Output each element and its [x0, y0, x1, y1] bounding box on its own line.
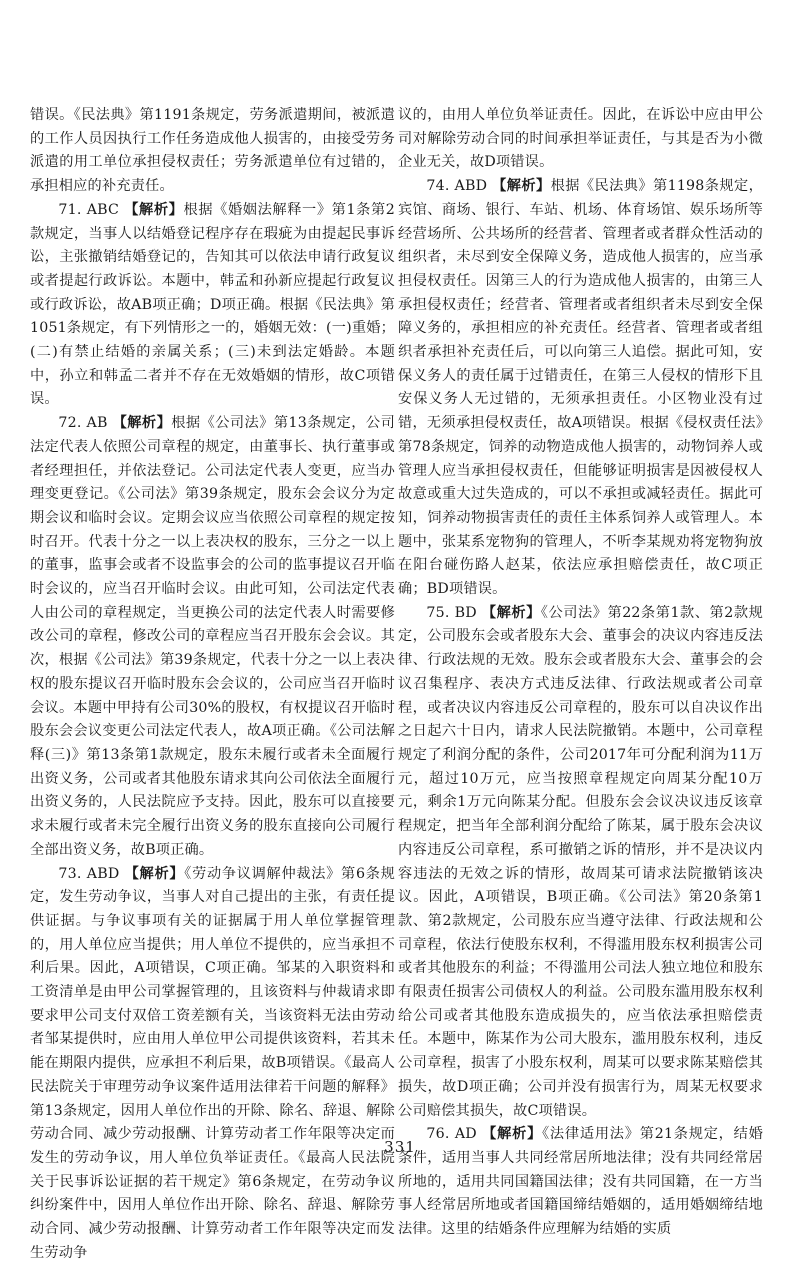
paragraph-body: 《劳动争议调解仲裁法》第6条规定，发生劳动争议，当事人对自己提出的主张，有责任提供证据。与争议事项有关的证据属于用人单位掌握管理的，用人单位应当提供；用人单位不提供的，应当承担不利后果。因此，A项错误，C项正确。邹某的入职资料和工资清单是由甲公司掌握管理的，且该资料与仲裁请求即要求甲公司支付双倍工资差额有关，当该资料无法由劳动者邹某提供时，应由用人单位甲公司提供该资料，若其未能在期限内提供，应承担不利后果，故B项错误。《最高人民法院关于审理劳动争议案件适用法律若干问题的解释》第13条规定，因用人单位作出的开除、除名、辞退、解除劳动合同、减少劳动报酬、计算劳动者工作年限等决定而发生的劳动争议，用人单位负举证责任。《最高人民法院关于民事诉讼证据的若干规定》第6条规定，在劳动争议纠纷案件中，因用人单位作出开除、除名、辞退、解除劳动合同、减少劳动报酬、计算劳动者工作年限等决定而发生劳动争: [30, 866, 395, 1261]
analysis-tag: 【解析】: [124, 202, 183, 218]
answer-number: 75. BD: [426, 605, 476, 621]
paragraph-body: 根据《婚姻法解释一》第1条第2款规定，当事人以结婚登记程序存在瑕疵为由提起民事诉讼，主张撤销结婚登记的，告知其可以依法申请行政复议或者提起行政诉讼。本题中，韩孟和孙新应提起行政复议或行政诉讼，故AB项正确；D项正确。根据《民法典》第1051条规定，有下列情形之一的，婚姻无效：(一)重婚；(二)有禁止结婚的亲属关系；(三)未到法定婚龄。本题中，孙立和韩孟二者并不存在无效婚姻的情形，故C项错误。: [30, 202, 395, 408]
analysis-tag: 【解析】: [482, 1126, 542, 1142]
analysis-tag: 【解析】: [482, 605, 541, 621]
paragraph-body: 错误。《民法典》第1191条规定，劳务派遣期间，被派遣的工作人员因执行工作任务造成他人损害的，由接受劳务派遣的用工单位承担侵权责任；劳务派遣单位有过错的，承担相应的补充责任。: [30, 107, 395, 194]
answer-number: 74. ABD: [426, 178, 487, 194]
right-column: [398, 104, 763, 1242]
paragraph: [30, 199, 395, 412]
answer-number: 73. ABD: [58, 866, 119, 882]
paragraph-body: 《公司法》第22条第1款、第2款规定，公司股东会或者股东大会、董事会的决议内容违反法律、行政法规的无效。股东会或者股东大会、董事会的会议召集程序、表决方式违反法律、行政法规或者公司章程，或者决议内容违反公司章程的，股东可以自决议作出之日起六十日内，请求人民法院撤销。本题中，公司章程规定了利润分配的条件，公司2017年可分配利润为11万元，超过10万元，应当按照章程规定向周某分配10万元，剩余1万元向陈某分配。但股东会会议决议违反该章程规定，把当年全部利润分配给了陈某，属于股东会决议内容违反公司章程，系可撤销之诉的情形，并不是决议内容违法的无效之诉的情形，故周某可请求法院撤销该决议。因此，A项错误，B项正确。《公司法》第20条第1款、第2款规定，公司股东应当遵守法律、行政法规和公司章程，依法行使股东权利，不得滥用股东权利损害公司或者其他股东的利益；不得滥用公司法人独立地位和股东有限责任损害公司债权人的利益。公司股东滥用股东权利给公司或者其他股东造成损失的，应当依法承担赔偿责任。本题中，陈某作为公司大股东，滥用股东权利，违反公司章程，损害了小股东权利，周某可以要求陈某赔偿其损失，故D项正确；公司并没有损害行为，周某无权要求公司赔偿其损失，故C项错误。: [398, 605, 763, 1119]
paragraph: [30, 863, 395, 1265]
analysis-tag: 【解析】: [113, 415, 172, 431]
paragraph: [398, 175, 763, 602]
analysis-tag: 【解析】: [492, 178, 551, 194]
left-column: [30, 104, 395, 1265]
paragraph-body: 《法律适用法》第21条规定，结婚条件，适用当事人共同经常居所地法律；没有共同经常居所地的，适用共同国籍国法律；没有共同国籍，在一方当事人经常居所地或者国籍国缔结婚姻的，适用婚姻缔结地法律。这里的结婚条件应理解为结婚的实质: [398, 1126, 763, 1237]
page-number: 331: [0, 1138, 800, 1156]
answer-number: 76. AD: [426, 1126, 476, 1142]
paragraph-body: 根据《民法典》第1198条规定，宾馆、商场、银行、车站、机场、体育场馆、娱乐场所等经营场所、公共场所的经营者、管理者或者群众性活动的组织者，未尽到安全保障义务，造成他人损害的，应当承担侵权责任。因第三人的行为造成他人损害的，由第三人承担侵权责任；经营者、管理者或者组织者未尽到安全保障义务的，承担相应的补充责任。经营者、管理者或者组织者承担补充责任后，可以向第三人追偿。据此可知，安保义务人的责任属于过错责任，在第三人侵权的情形下且安保义务人无过错的，无须承担责任。小区物业没有过错，无须承担侵权责任，故A项错误。根据《侵权责任法》第78条规定，饲养的动物造成他人损害的，动物饲养人或管理人应当承担侵权责任，但能够证明损害是因被侵权人故意或重大过失造成的，可以不承担或减轻责任。据此可知，饲养动物损害责任的责任主体系饲养人或管理人。本题中，张某系宠物狗的管理人，不听李某规劝将宠物狗放在阳台碰伤路人赵某，依法应承担赔偿责任，故C项正确；BD项错误。: [398, 178, 763, 597]
answer-number: 72. AB: [58, 415, 107, 431]
paragraph: [30, 412, 395, 862]
paragraph: [30, 104, 395, 199]
analysis-tag: 【解析】: [125, 866, 185, 882]
paragraph: [398, 104, 763, 175]
paragraph-body: 议的，由用人单位负举证责任。因此，在诉讼中应由甲公司对解除劳动合同的时间承担举证责任，与其是否为小微企业无关，故D项错误。: [398, 107, 763, 170]
paragraph-body: 根据《公司法》第13条规定，公司法定代表人依照公司章程的规定，由董事长、执行董事或者经理担任，并依法登记。公司法定代表人变更，应当办理变更登记。《公司法》第39条规定，股东会会议分为定期会议和临时会议。定期会议应当依照公司章程的规定按时召开。代表十分之一以上表决权的股东，三分之一以上的董事，监事会或者不设监事会的公司的监事提议召开临时会议的，应当召开临时会议。由此可知，公司法定代表人由公司的章程规定，当更换公司的法定代表人时需要修改公司的章程，修改公司的章程应当召开股东会会议。其次，根据《公司法》第39条规定，代表十分之一以上表决权的股东提议召开临时股东会会议的，公司应当召开临时会议。本题中甲持有公司30%的股权，有权提议召开临时股东会会议变更公司法定代表人，故A项正确。《公司法解释(三)》第13条第1款规定，股东未履行或者未全面履行出资义务，公司或者其他股东请求其向公司依法全面履行出资义务的，人民法院应予支持。因此，股东可以直接要求未履行或者未完全履行出资义务的股东直接向公司履行全部出资义务，故B项正确。: [30, 415, 395, 858]
paragraph: [398, 602, 763, 1123]
answer-number: 71. ABC: [58, 202, 119, 218]
